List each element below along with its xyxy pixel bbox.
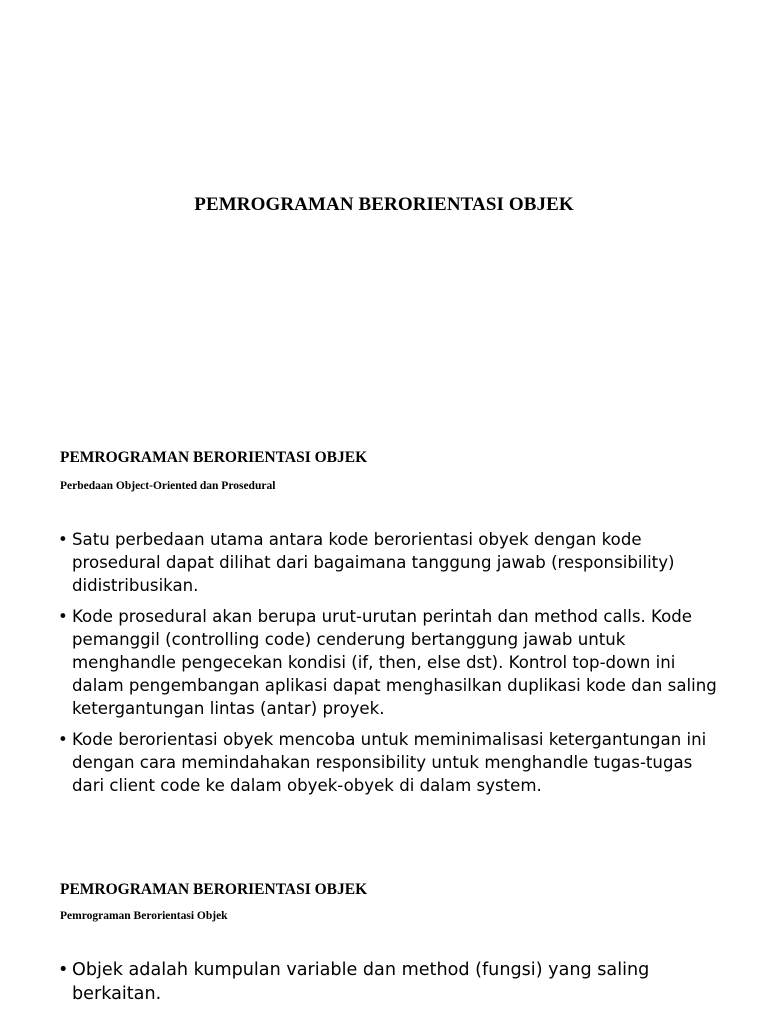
bullet-text: Kode berorientasi obyek mencoba untuk meminimalisasi ketergantungan ini dengan cara memindahakan responsibility untuk menghandle tugas-tugas dari client code ke dalam obyek-obyek di dalam system. (72, 730, 707, 795)
title-slide-heading: PEMROGRAMAN BERORIENTASI OBJEK (194, 194, 574, 215)
bullet-list (60, 528, 720, 797)
bullet-text: Objek adalah kumpulan variable dan method (fungsi) yang saling berkaitan. (72, 960, 650, 1004)
bullet-text: Satu perbedaan utama antara kode berorientasi obyek dengan kode prosedural dapat dilihat dari bagaimana tanggung jawab (responsibility) didistribusikan. (72, 530, 675, 595)
slide-subheading: Perbedaan Object-Oriented dan Prosedural (60, 480, 276, 492)
slide-subheading: Pemrograman Berorientasi Objek (60, 910, 228, 922)
slide-oop-vs-procedural (60, 448, 720, 805)
slide-heading: PEMROGRAMAN BERORIENTASI OBJEK (60, 449, 368, 466)
bullet-list (60, 958, 720, 1006)
bullet-text: Kode prosedural akan berupa urut-urutan perintah dan method calls. Kode pemanggil (controlling code) cenderung bertanggung jawab untuk menghandle pengecekan kondisi (if, then, else dst). Kontrol top-down ini dalam pengembangan aplikasi dapat menghasilkan duplikasi kode dan saling ketergantungan lintas (antar) proyek. (72, 607, 717, 718)
slide-oop-definition (60, 880, 720, 1014)
bullet-item (60, 605, 720, 720)
bullet-item (60, 528, 720, 597)
bullet-item (60, 728, 720, 797)
slide-heading: PEMROGRAMAN BERORIENTASI OBJEK (60, 881, 368, 898)
bullet-item (60, 958, 720, 1006)
bullet-icon: • (58, 730, 68, 749)
bullet-icon: • (58, 530, 68, 549)
bullet-icon: • (58, 607, 68, 626)
bullet-icon: • (58, 960, 69, 980)
